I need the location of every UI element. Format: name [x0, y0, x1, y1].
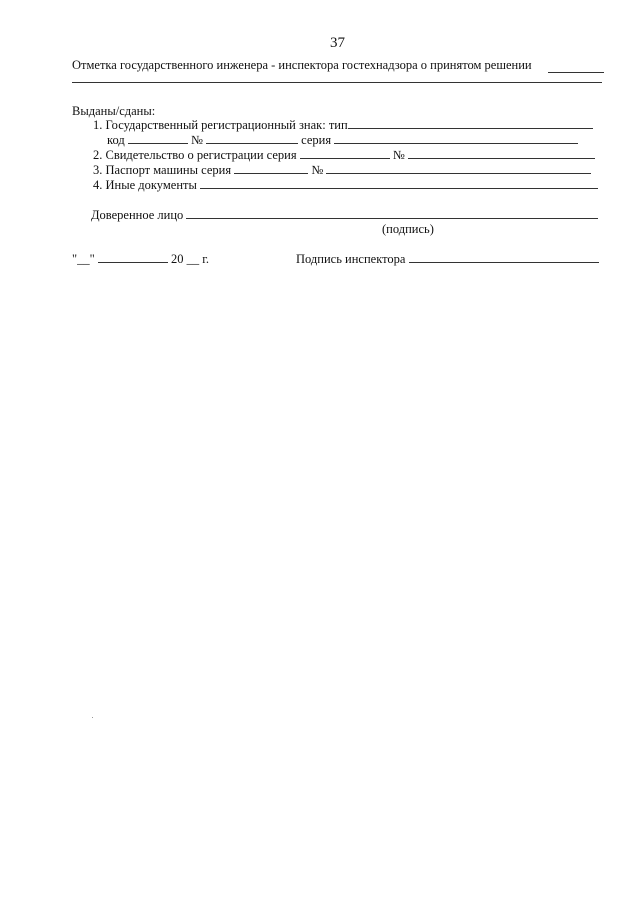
certificate-series-field[interactable] [300, 157, 390, 159]
mark-title: Отметка государственного инженера - инспектора гостехнадзора о принятом решении [72, 58, 532, 72]
number-field[interactable] [206, 142, 298, 144]
signature-caption: (подпись) [382, 222, 434, 236]
passport-no-label: № [311, 163, 324, 177]
mark-blank-line [72, 82, 602, 83]
inspector-signature-field[interactable] [409, 261, 599, 263]
passport-label: 3. Паспорт машины серия [93, 163, 232, 177]
issued-heading: Выданы/сданы: [72, 104, 156, 118]
mark-title-underline [548, 72, 604, 73]
series-field[interactable] [334, 142, 578, 144]
item-passport [93, 163, 591, 178]
number-sign-label: № [190, 133, 203, 147]
certificate-no-label: № [392, 148, 405, 162]
date-day: "__" [72, 252, 95, 266]
trusted-person-field[interactable] [186, 217, 598, 219]
item-other-docs [93, 178, 598, 193]
code-label: код [107, 133, 125, 147]
date-month-field[interactable] [98, 261, 168, 263]
scan-speck [92, 717, 93, 718]
other-docs-label: 4. Иные документы [93, 178, 197, 192]
inspector-signature-label: Подпись инспектора [296, 252, 406, 266]
reg-sign-label: 1. Государственный регистрационный знак: тип [93, 118, 348, 132]
trusted-person-label: Доверенное лицо [91, 208, 184, 222]
reg-sign-type-field[interactable] [348, 127, 593, 129]
date-year: 20 __ г. [170, 252, 210, 266]
date-row [72, 252, 209, 267]
inspector-signature-row [296, 252, 599, 267]
passport-series-field[interactable] [234, 172, 308, 174]
passport-no-field[interactable] [326, 172, 591, 174]
certificate-no-field[interactable] [408, 157, 595, 159]
other-docs-field[interactable] [200, 187, 598, 189]
item-reg-sign [93, 118, 593, 133]
item-reg-code-row [107, 133, 578, 148]
page-number: 37 [330, 35, 345, 51]
trusted-person-row [91, 208, 598, 223]
series-label: серия [301, 133, 332, 147]
certificate-label: 2. Свидетельство о регистрации серия [93, 148, 297, 162]
code-field[interactable] [128, 142, 188, 144]
item-certificate [93, 148, 595, 163]
